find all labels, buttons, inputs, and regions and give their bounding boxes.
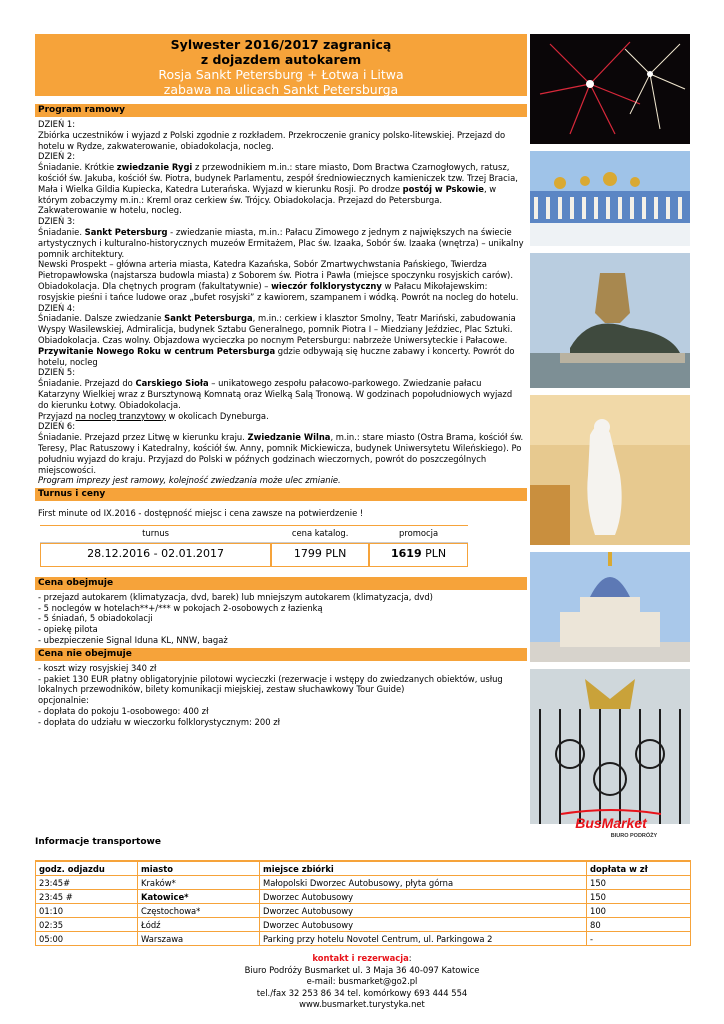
col-turnus: turnus <box>40 525 271 543</box>
busmarket-logo <box>556 808 666 840</box>
day-5-transit: Przyjazd na nocleg tranzytowy w okolicach Dyneburga. <box>38 410 269 421</box>
col-meeting-point: miejsce zbiórki <box>260 861 587 876</box>
includes-heading: Cena obejmuje <box>35 577 527 590</box>
optional-label: opcjonalnie: <box>38 695 89 706</box>
col-promocja: promocja <box>369 525 468 543</box>
promo-price: 1619 PLN <box>369 543 468 567</box>
turnus-dates: 28.12.2016 - 02.01.2017 <box>40 543 271 567</box>
transport-header-row <box>36 861 691 876</box>
list-item: - dopłata do pokoju 1-osobowego: 400 zł <box>38 706 209 717</box>
palace-photo <box>530 151 690 246</box>
list-item: - opiekę pilota <box>38 624 98 635</box>
contact-heading: kontakt i rezerwacja: <box>312 953 412 963</box>
catalog-price: 1799 PLN <box>271 543 369 567</box>
smolny-cathedral-photo <box>530 552 690 662</box>
list-item: - 5 śniadań, 5 obiadokolacji <box>38 613 153 624</box>
program-body <box>35 117 527 488</box>
col-katalog: cena katalog. <box>271 525 369 543</box>
day-5-text: Śniadanie. Przejazd do Carskiego Sioła – unikatowego zespołu pałacowo-parkowego. Zwiedzanie pałacu Katarzyny Wielkiej wraz z Bursztynową Komnatą oraz Wielką Salą Tronową. W godzinach popołudniowych wyjazd do kierunku Łotwy. Obiadokolacja. <box>38 378 513 410</box>
excludes-body <box>35 661 527 730</box>
list-item: - ubezpieczenie Signal Iduna KL, NNW, bagaż <box>38 635 228 646</box>
title-banner <box>35 34 527 96</box>
day-1-label: DZIEŃ 1: <box>38 119 76 129</box>
price-table-header <box>40 525 468 543</box>
photo-column <box>530 34 690 831</box>
phones: tel./fax 32 253 86 34 tel. komórkowy 693 444 554 <box>256 987 468 998</box>
title-line-1: Sylwester 2016/2017 zagranicą <box>170 37 392 52</box>
day-2-label: DZIEŃ 2: <box>38 151 76 162</box>
day-6-label: DZIEŃ 6: <box>38 421 76 432</box>
email[interactable]: e-mail: busmarket@go2.pl <box>306 976 418 986</box>
address: Biuro Podróży Busmarket ul. 3 Maja 36 40-097 Katowice <box>244 964 480 975</box>
table-row: 01:10 Częstochowa* Dworzec Autobusowy 100 <box>36 904 691 918</box>
transport-title: Informacje transportowe <box>35 837 161 847</box>
day-2-text: Śniadanie. Krótkie zwiedzanie Rygi z przewodnikiem m.in.: stare miasto, Dom Bractwa Czarnogłowych, ratusz, kościół św. Jakuba, kościół św. Piotra, budynek Parlamentu, zespół średniowiecznych kamieniczek tzw. Trzej Bracia, Mała i Wielka Gildia Kupiecka, Katedra Luterańska. Wyjazd w kierunku Rosji. Po drodze postój w Pskowie, w którym zobaczymy m.in.: Kreml oraz cerkiew św. Trójcy. Obiadokolacja. Przejazd do Petersburga. <box>38 162 518 205</box>
table-row: 02:35 Łódź Dworzec Autobusowy 80 <box>36 918 691 932</box>
footer-contact <box>0 953 724 1011</box>
col-departure: godz. odjazdu <box>36 861 138 876</box>
logo-tagline: BIURO PODRÓŻY <box>610 833 658 839</box>
logo-brand: BusMarket <box>575 815 647 831</box>
list-item: - dopłata do udziału w wieczorku folklorystycznym: 200 zł <box>38 716 280 727</box>
price-table <box>40 525 468 567</box>
day-2-accommodation: Zakwaterowanie w hotelu, nocleg. <box>38 205 182 216</box>
table-row: 05:00 Warszawa Parking przy hotelu Novotel Centrum, ul. Parkingowa 2 - <box>36 932 691 946</box>
turnus-heading: Turnus i ceny <box>35 488 527 501</box>
list-item: - pakiet 130 EUR płatny obligatoryjnie pilotowi wycieczki (rezerwacje i wstępy do zwiedzanych obiektów, usług lokalnych przewodników, bilety komunikacji miejskiej, zestaw słuchawkowy Tour Guide) <box>38 673 503 695</box>
program-heading: Program ramowy <box>35 104 527 117</box>
day-4-text: Śniadanie. Dalsze zwiedzanie Sankt Petersburga, m.in.: cerkiew i klasztor Smolny, Teatr Mariński, zabudowania Wyspy Wasilewskiej, Admiralicja, budynek Sztabu Generalnego, pomnik Piotra I – Miedziany Jeździec, Plac Sztuki. Obiadokolacja. Czas wolny. Objazdowa wycieczka po nocnym Petersburgu: nabrzeże Uniwersyteckie i Pałacowe. Przywitanie Nowego Roku w centrum Petersburga gdzie odbywają się huczne zabawy i koncerty. Powrót do hotelu, nocleg <box>38 313 516 367</box>
main-column <box>35 34 527 730</box>
day-3-label: DZIEŃ 3: <box>38 216 76 227</box>
day-5-label: DZIEŃ 5: <box>38 367 76 378</box>
gate-photo <box>530 669 690 824</box>
day-6-text: Śniadanie. Przejazd przez Litwę w kierunku kraju. Zwiedzanie Wilna, m.in.: stare miasto (Ostra Brama, kościół św. Teresy, Plac Ratuszowy i Katedralny, kościół św. Anny, pomnik Mickiewicza, budynek Uniwersytetu Wileńskiego). Po południu wyjazd do kraju. Przyjazd do Polski w późnych godzinach wieczornych, powrót do poszczególnych miejscowości. <box>38 432 524 475</box>
list-item: - koszt wizy rosyjskiej 340 zł <box>38 662 157 673</box>
day-1-text: Zbiórka uczestników i wyjazd z Polski zgodnie z rozkładem. Przekroczenie granicy polsko-litewskiej. Przejazd do hotelu w Rydze, zakwaterowanie, obiadokolacja, nocleg. <box>38 129 506 151</box>
col-surcharge: dopłata w zł <box>587 861 691 876</box>
subtitle-line-2: zabawa na ulicach Sankt Petersburga <box>163 82 399 97</box>
transport-table <box>35 860 691 946</box>
col-city: miasto <box>138 861 260 876</box>
day-3-text-2: Newski Prospekt – główna arteria miasta, Katedra Kazańska, Sobór Zmartwychwstania Pańskiego, Twierdza Pietropawłowska (najstarsza budowla miasta) z Soborem św. Piotra i Pawła (miejsce spoczynku rosyjskich carów). Obiadokolacja. Dla chętnych program (fakultatywnie) – wieczór folklorystyczny w Pałacu Mikołajewskim: rosyjskie pieśni i tańce ludowe oraz „bufet rosyjski” z kawiorem, szampanem i wódką. Powrót na nocleg do hotelu. <box>38 259 519 302</box>
website-link[interactable]: www.busmarket.turystyka.net <box>299 999 425 1009</box>
table-row: 23:45# Kraków* Małopolski Dworzec Autobusowy, płyta górna 150 <box>36 876 691 890</box>
turnus-body <box>35 501 527 577</box>
table-row: 23:45 # Katowice* Dworzec Autobusowy 150 <box>36 890 691 904</box>
program-note: Program imprezy jest ramowy, kolejność zwiedzania może ulec zmianie. <box>38 475 341 486</box>
fireworks-photo <box>530 34 690 144</box>
includes-body <box>35 590 527 648</box>
title-line-2: z dojazdem autokarem <box>200 52 362 67</box>
list-item: - przejazd autokarem (klimatyzacja, dvd, barek) lub mniejszym autokarem (klimatyzacja, dvd) <box>38 591 433 602</box>
day-3-text: Śniadanie. Sankt Petersburg - zwiedzanie miasta, m.in.: Pałacu Zimowego z jednym z największych na świecie artystycznych i kulturalno-historycznych muzeów Ermitażem, Plac św. Izaaka, Sobór św. Izaaka (wnętrza) – unikalny pomnik architektury. <box>38 226 524 259</box>
subtitle-line-1: Rosja Sankt Petersburg + Łotwa i Litwa <box>158 67 404 82</box>
sphinx-photo <box>530 253 690 388</box>
day-4-label: DZIEŃ 4: <box>38 302 76 313</box>
list-item: - 5 noclegów w hotelach**+/*** w pokojach 2-osobowych z łazienką <box>38 602 323 613</box>
price-table-row <box>40 543 468 567</box>
statue-photo <box>530 395 690 545</box>
excludes-heading: Cena nie obejmuje <box>35 648 527 661</box>
first-minute-note: First minute od IX.2016 - dostępność miejsc i cena zawsze na potwierdzenie ! <box>38 508 364 519</box>
